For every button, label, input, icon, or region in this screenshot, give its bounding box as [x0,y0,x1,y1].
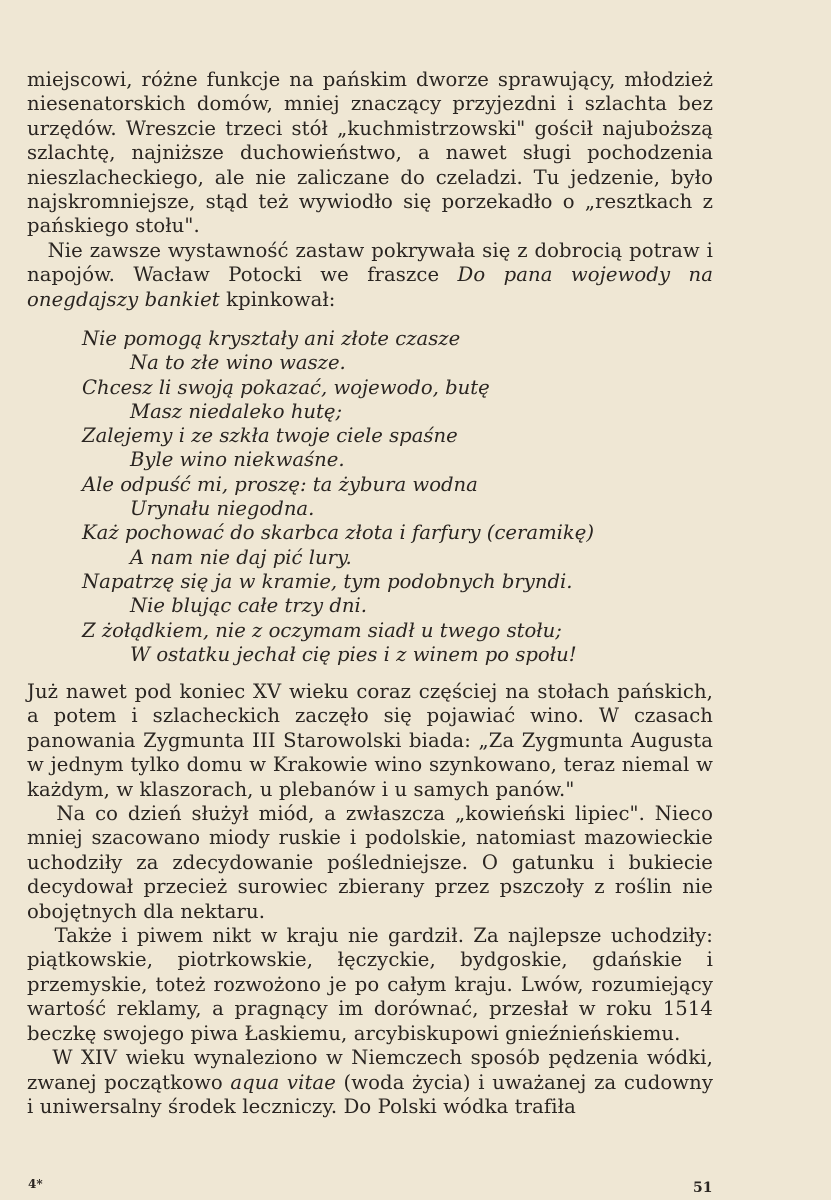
poem-line: Na to złe wino wasze. [130,351,346,375]
paragraph-3: Już nawet pod koniec XV wieku coraz częściej na stołach pańskich, a potem i szlacheckich zaczęło się pojawiać wino. W czasach panowania Zygmunta III Starowolski biada: „Za Zygmunta Augusta w jednym tylko domu w Krakowie wino szynkowano, teraz niemal w każdym, w klaszorach, u plebanów i u samych panów." [27,680,720,801]
paragraph-5: Także i piwem nikt w kraju nie gardził. Za najlepsze uchodziły: piątkowskie, piotrkowskie, łęczyckie, bydgoskie, gdańskie i przemyskie, toteż rozwożono je po całym kraju. Lwów, rozumiejący wartość reklamy, a pragnący im dorównać, przesłał w roku 1514 beczkę swojego piwa Łaskiemu, arcybiskupowi gnieźnieńskiemu. [27,924,720,1045]
poem-line: Każ pochować do skarbca złota i farfury (ceramikę) [82,521,595,545]
poem [82,327,722,667]
poem-line: Masz niedaleko hutę; [130,399,343,423]
poem-line: Byle wino niekwaśne. [130,448,345,472]
signature-mark: 4* [28,1177,43,1191]
poem-line: Urynału niegodna. [130,497,315,521]
fraszka-title: Do pana wojewody na onegdajszy bankiet [27,263,720,311]
paragraph-1: miejscowi, różne funkcje na pańskim dworze sprawujący, młodzież niesenatorskich domów, mniej znaczący przyjezdni i szlachta bez urzędów. Wreszcie trzeci stół „kuchmistrzowski" gościł najuboższą szlachtę, najniższe duchowieństwo, a nawet sługi pochodzenia nieszlacheckiego, ale nie zaliczane do czeladzi. Tu jedzenie, było najskromniejsze, stąd też wywiodło się porzekadło o „resztkach z pańskiego stołu". [27,68,720,238]
paragraph-4: Na co dzień służył miód, a zwłaszcza „kowieński lipiec". Nieco mniej szacowano miody ruskie i podolskie, natomiast mazowieckie uchodziły za zdecydowanie pośledniejsze. O gatunku i bukiecie decydował przecież surowiec zbierany przez pszczoły z roślin nie obojętnych dla nektaru. [27,802,720,923]
paragraph-6-end: (woda życia) i uważanej za cudowny i uniwersalny środek leczniczy. Do Polski wódka trafiła [27,1070,720,1118]
poem-line: Z żołądkiem, nie z oczymam siadł u twego stołu; [82,618,562,642]
lower-text [27,680,720,1119]
poem-line: Napatrzę się ja w kramie, tym podobnych bryndi. [82,569,573,593]
poem-line: Chcesz li swoją pokazać, wojewodo, butę [82,375,490,399]
poem-line: Nie blując całe trzy dni. [130,594,367,618]
poem-line: A nam nie daj pić lury. [130,545,352,569]
aqua-vitae: aqua vitae [230,1070,336,1094]
poem-line: W ostatku jechał cię pies i z winem po społu! [130,642,577,666]
poem-line: Nie pomogą kryształy ani złote czasze [82,327,461,350]
upper-text [27,68,720,312]
paragraph-6 [27,1046,720,1119]
paragraph-2-start: Nie zawsze wystawność zastaw pokrywała się z dobrocią potraw i napojów. Wacław Potocki we fraszce [27,238,720,287]
poem-line: Ale odpuść mi, proszę: ta żybura wodna [82,472,478,496]
paragraph-2 [27,238,720,312]
paragraph-2-end: kpinkował: [219,287,336,311]
page-number: 51 [693,1180,713,1196]
poem-line: Zalejemy i ze szkła twoje ciele spaśne [82,424,458,448]
paragraph-6-start: W XIV wieku wynaleziono w Niemczech sposób pędzenia wódki, zwanej początkowo [27,1046,720,1094]
